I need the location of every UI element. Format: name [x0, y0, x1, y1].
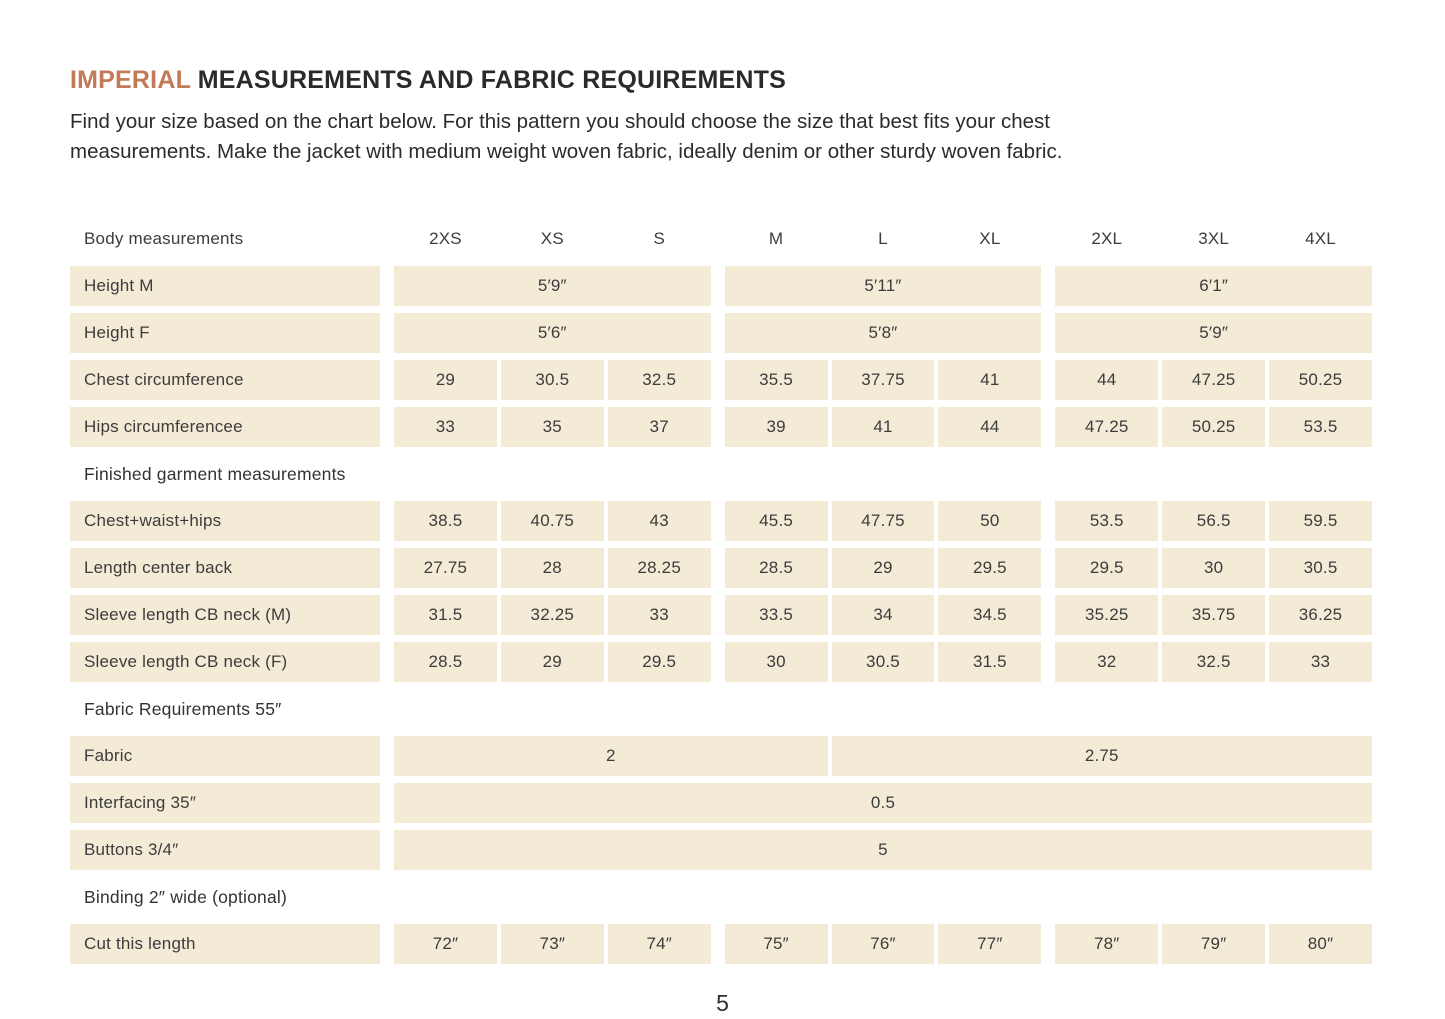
header-body-measurements: Body measurements	[84, 229, 244, 248]
table-cell: 33.5	[725, 595, 828, 635]
row-label: Hips circumferencee	[70, 407, 380, 447]
title-rest: MEASUREMENTS AND FABRIC REQUIREMENTS	[190, 66, 786, 94]
table-cell: 30.5	[1269, 548, 1372, 588]
table-cell: 2	[394, 736, 828, 776]
table-cell: 35	[501, 407, 604, 447]
table-cell: 30	[725, 642, 828, 682]
intro-line-1: Find your size based on the chart below. For this pattern you should choose the size that best fits your chest	[70, 110, 1050, 133]
table-cell: 5′9″	[1055, 313, 1372, 353]
table-cell: 53.5	[1269, 407, 1372, 447]
column-header-xs: XS	[540, 229, 564, 248]
table-cell: 0.5	[394, 783, 1372, 823]
table-cell: 72″	[394, 924, 497, 964]
table-cell: 44	[938, 407, 1041, 447]
row-label: Height M	[70, 266, 380, 306]
table-cell: 78″	[1055, 924, 1158, 964]
table-cell: 75″	[725, 924, 828, 964]
table-cell: 41	[938, 360, 1041, 400]
table-cell: 31.5	[394, 595, 497, 635]
column-header-s: S	[653, 229, 665, 248]
row-label: Sleeve length CB neck (F)	[70, 642, 380, 682]
table-cell: 27.75	[394, 548, 497, 588]
table-cell: 32.5	[1162, 642, 1265, 682]
table-cell: 36.25	[1269, 595, 1372, 635]
page-title	[70, 66, 1375, 95]
table-cell: 47.25	[1055, 407, 1158, 447]
table-cell: 41	[832, 407, 935, 447]
table-cell: 50.25	[1269, 360, 1372, 400]
table-cell: 80″	[1269, 924, 1372, 964]
table-cell: 34.5	[938, 595, 1041, 635]
table-cell: 59.5	[1269, 501, 1372, 541]
table-cell: 29.5	[938, 548, 1041, 588]
table-cell: 34	[832, 595, 935, 635]
column-header-m: M	[768, 229, 784, 248]
table-cell: 6′1″	[1055, 266, 1372, 306]
table-cell: 28.5	[394, 642, 497, 682]
row-label: Height F	[70, 313, 380, 353]
table-cell: 74″	[608, 924, 711, 964]
row-label: Cut this length	[70, 924, 380, 964]
row-label: Chest+waist+hips	[70, 501, 380, 541]
intro-line-2: measurements. Make the jacket with medium weight woven fabric, ideally denim or other sturdy woven fabric.	[70, 140, 1063, 163]
table-cell: 77″	[938, 924, 1041, 964]
table-cell: 5′8″	[725, 313, 1042, 353]
table-cell: 73″	[501, 924, 604, 964]
table-cell: 47.25	[1162, 360, 1265, 400]
column-header-4xl: 4XL	[1305, 229, 1336, 248]
section-label-fabric-requirements: Fabric Requirements 55″	[84, 698, 282, 719]
table-cell: 35.5	[725, 360, 828, 400]
title-accent: IMPERIAL	[70, 66, 191, 94]
table-cell: 28.25	[608, 548, 711, 588]
table-cell: 33	[394, 407, 497, 447]
column-header-xl: XL	[979, 229, 1001, 248]
table-cell: 30	[1162, 548, 1265, 588]
table-cell: 56.5	[1162, 501, 1265, 541]
row-label: Length center back	[70, 548, 380, 588]
page-number: 5	[716, 990, 729, 1016]
table-cell: 35.75	[1162, 595, 1265, 635]
table-cell: 2.75	[832, 736, 1372, 776]
table-cell: 38.5	[394, 501, 497, 541]
column-header-2xl: 2XL	[1091, 229, 1123, 248]
table-cell: 29	[832, 548, 935, 588]
row-label: Buttons 3/4″	[70, 830, 380, 870]
row-label: Interfacing 35″	[70, 783, 380, 823]
row-label: Sleeve length CB neck (M)	[70, 595, 380, 635]
table-cell: 40.75	[501, 501, 604, 541]
row-label: Chest circumference	[70, 360, 380, 400]
table-cell: 45.5	[725, 501, 828, 541]
table-cell: 5′11″	[725, 266, 1042, 306]
table-cell: 32.5	[608, 360, 711, 400]
table-cell: 79″	[1162, 924, 1265, 964]
table-cell: 29	[394, 360, 497, 400]
section-label-binding: Binding 2″ wide (optional)	[84, 886, 288, 907]
table-cell: 35.25	[1055, 595, 1158, 635]
table-cell: 37	[608, 407, 711, 447]
column-header-l: L	[878, 229, 888, 248]
table-cell: 37.75	[832, 360, 935, 400]
table-cell: 43	[608, 501, 711, 541]
table-cell: 29	[501, 642, 604, 682]
table-cell: 5′9″	[394, 266, 711, 306]
table-cell: 30.5	[501, 360, 604, 400]
column-header-2xs: 2XS	[429, 229, 462, 248]
table-cell: 50	[938, 501, 1041, 541]
table-cell: 47.75	[832, 501, 935, 541]
table-cell: 30.5	[832, 642, 935, 682]
table-cell: 32.25	[501, 595, 604, 635]
table-cell: 5	[394, 830, 1372, 870]
table-cell: 33	[608, 595, 711, 635]
table-cell: 50.25	[1162, 407, 1265, 447]
section-label-finished-garment: Finished garment measurements	[84, 463, 346, 484]
table-cell: 28	[501, 548, 604, 588]
intro-text	[70, 107, 1375, 167]
table-cell: 33	[1269, 642, 1372, 682]
column-header-3xl: 3XL	[1198, 229, 1230, 248]
table-cell: 28.5	[725, 548, 828, 588]
table-cell: 53.5	[1055, 501, 1158, 541]
table-cell: 76″	[832, 924, 935, 964]
table-cell: 5′6″	[394, 313, 711, 353]
size-table	[70, 219, 1372, 964]
table-cell: 29.5	[608, 642, 711, 682]
table-cell: 44	[1055, 360, 1158, 400]
table-cell: 39	[725, 407, 828, 447]
table-cell: 32	[1055, 642, 1158, 682]
row-label: Fabric	[70, 736, 380, 776]
table-cell: 31.5	[938, 642, 1041, 682]
table-cell: 29.5	[1055, 548, 1158, 588]
